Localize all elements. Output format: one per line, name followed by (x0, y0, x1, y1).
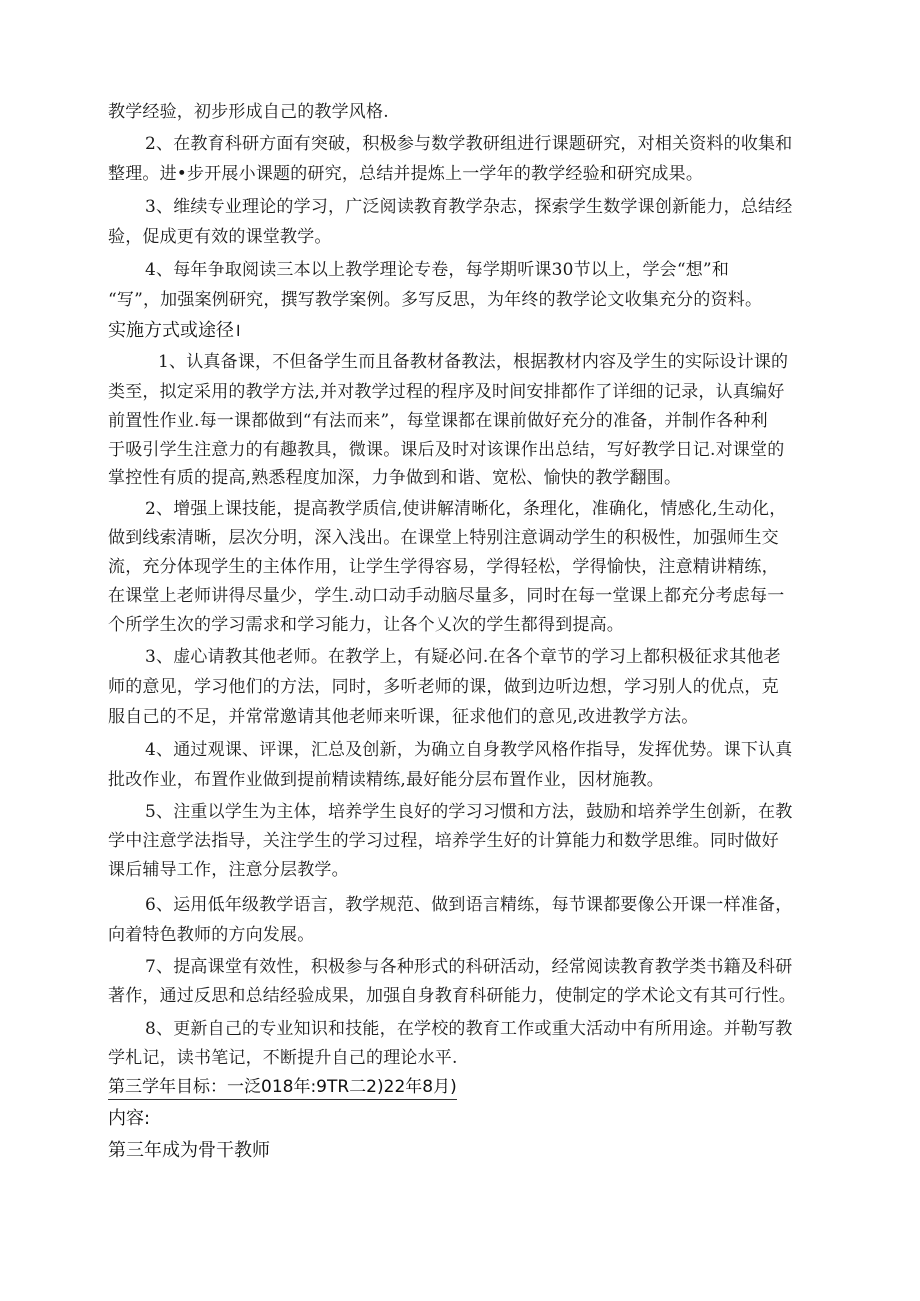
paragraph-line: 掌控性有质的提高,熟悉程度加深，力争做到和谐、宽松、愉快的教学翻围。 (108, 468, 682, 488)
paragraph-line: 3、虚心请教其他老师。在教学上，有疑必问.在各个章节的学习上都积极征求其他老 (145, 647, 781, 667)
paragraph-line: 做到线索清晰，层次分明，深入浅出。在课堂上特别注意调动学生的积极性，加强师生交 (108, 528, 779, 548)
paragraph-line: 前置性作业.每一课都做到“有法而来”，每堂课都在课前做好充分的准备，并制作各种利 (108, 411, 768, 431)
paragraph-line: 验，促成更有效的课堂教学。 (108, 227, 332, 247)
paragraph-line: 4、通过观课、评课，汇总及创新，为确立自身教学风格作指导，发挥优势。课下认真 (145, 740, 793, 760)
paragraph-line: 学札记，读书笔记，不断提升自己的理论水平. (108, 1048, 458, 1068)
paragraph-line: 3、维续专业理论的学习，广泛阅读教育教学杂志，探索学生数学课创新能力，总结经 (145, 197, 793, 217)
paragraph-line: 1、认真备课，不但备学生而且备教材备教法，根据教材内容及学生的实际设计课的 (158, 352, 789, 372)
paragraph-line: 2、增强上课技能，提高教学质信,使讲解清晰化，条理化，准确化，情感化,生动化， (145, 499, 787, 519)
paragraph-line: 教学经验，初步形成自己的教学风格. (108, 102, 389, 122)
paragraph-line: “写”，加强案例研究，撰写教学案例。多写反思，为年终的教学论文收集充分的资料。 (108, 290, 763, 310)
paragraph-line: 8、更新自己的专业知识和技能，在学校的教育工作或重大活动中有所用途。并勒写教 (145, 1019, 793, 1039)
paragraph-line: 4、每年争取阅读三本以上教学理论专卷，每学期听课30节以上，学会“想”和 (145, 260, 730, 280)
content-label: 内容: (108, 1108, 151, 1129)
paragraph-line: 于吸引学生注意力的有趣教具，微课。课后及时对该课作出总结，写好教学日记.对课堂的 (108, 440, 785, 460)
paragraph-line: 批改作业，布置作业做到提前精读精练,最好能分层布置作业，因材施教。 (108, 770, 665, 790)
paragraph-line: 类至，拟定采用的教学方法,并对教学过程的程序及时间安排都作了详细的记录，认真编好 (108, 382, 785, 402)
paragraph-line: 流，充分体现学生的主体作用，让学生学得容易，学得轻松，学得愉快，注意精讲精练， (108, 557, 779, 577)
paragraph-line: 服自己的不足，并常常邀请其他老师来听课，征求他们的意见,改进教学方法。 (108, 707, 699, 727)
paragraph-line: 著作，通过反思和总结经验成果，加强自身教育科研能力，使制定的学术论文有其可行性。 (108, 986, 796, 1006)
paragraph-line: 整理。进•步开展小课题的研究，总结并提炼上一学年的教学经验和研究成果。 (108, 164, 704, 184)
paragraph-line: 6、运用低年级教学语言，教学规范、做到语言精练，每节课都要像公开课一样准备， (145, 895, 793, 915)
paragraph-line: 个所学生次的学习需求和学习能力，让各个乂次的学生都得到提高。 (108, 615, 624, 635)
goal-heading: 第三学年目标：一泛018年:9TR二2)22年8月) (108, 1075, 457, 1100)
paragraph-line: 学中注意学法指导，关注学生的学习过程，培养学生好的计算能力和数学思维。同时做好 (108, 831, 779, 851)
paragraph-line: 7、提高课堂有效性，积极参与各种形式的科研活动，经常阅读教育教学类书籍及科研 (145, 957, 793, 977)
goal-text: 第三年成为骨干教师 (108, 1140, 270, 1161)
paragraph-line: 课后辅导工作，注意分层教学。 (108, 860, 349, 880)
paragraph-line: 在课堂上老师讲得尽量少，学生.动口动手动脑尽量多，同时在每一堂课上都充分考虑每一 (108, 586, 785, 606)
paragraph-line: 5、注重以学生为主体，培养学生良好的学习习惯和方法，鼓励和培养学生创新，在教 (145, 802, 793, 822)
paragraph-line: 师的意见，学习他们的方法，同时，多听老师的课，做到边听边想，学习别人的优点，克 (108, 677, 779, 697)
section-heading-methods: 实施方式或途径। (108, 320, 241, 341)
paragraph-line: 向着特色教师的方向发展。 (108, 925, 315, 945)
paragraph-line: 2、在教育科研方面有突破，积极参与数学教研组进行课题研究，对相关资料的收集和 (145, 134, 793, 154)
